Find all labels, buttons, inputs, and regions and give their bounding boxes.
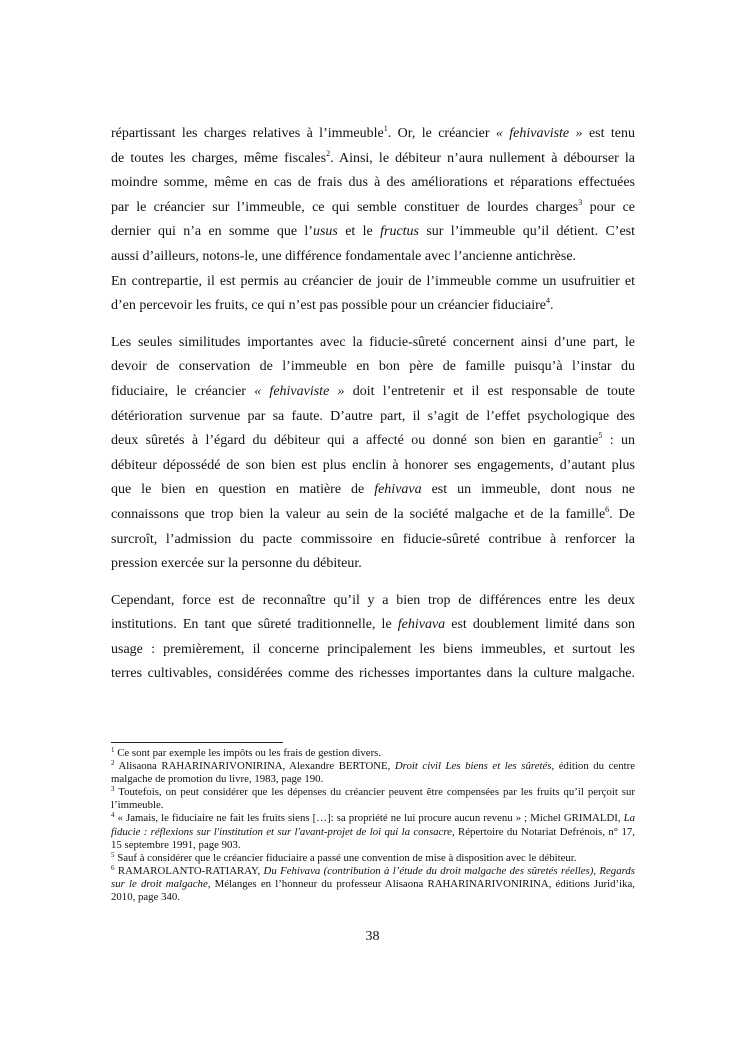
document-body [111,122,635,687]
text-line: surcroît, l’admission du pacte commissoire en fiducie-sûreté contribue à renforcer la [111,531,635,547]
text-line: devoir de conservation de l’immeuble en bon père de famille puisqu’à l’instar du [111,359,635,375]
paragraph-2 [111,270,635,319]
footnote-ref: 6 [605,504,610,514]
text-line: terres cultivables, considérées comme des richesses importantes dans la culture malgache. [111,666,635,682]
footnote-ref: 1 [383,124,388,133]
footnote-ref: 2 [326,148,331,158]
text-line: aussi d’ailleurs, notons-le, une différence fondamentale avec l’ancienne antichrèse. [111,248,577,264]
footnote-ref: 5 [598,431,603,441]
text-line: par le créancier sur l’immeuble, ce qui semble constituer de lourdes charges$^3$ pour ce [111,197,635,215]
paragraph-3 [111,331,635,577]
footnote: $^5$ Sauf à considérer que le créancier fiduciaire a passé une convention de mise à disposition avec le débiteur. [111,850,577,864]
text-line: que le bien en question en matière de fehivava est un immeuble, dont nous ne [111,482,636,498]
text-line: deux sûretés à l’égard du débiteur qui a affecté ou donné son bien en garantie$^5$ : un [111,431,636,449]
footnote: $^4$ « Jamais, le fiduciaire ne fait les fruits siens […]: sa propriété ne lui procure aucun revenu » ; Michel GRIMALDI, La fiducie : réflexions sur l'institution et sur l'avant-projet de loi qui la consacre, Répertoire du Notariat Defrénois, n° 17, 15 septembre 1991, page 903. [111,811,635,851]
footnote: $^1$ Ce sont par exemple les impôts ou les frais de gestion divers. [111,746,382,759]
text-line: moindre somme, même en cas de frais dus à des améliorations et réparations effectuées [111,175,635,191]
text-line: Les seules similitudes importantes avec la fiducie-sûreté concernent ainsi d’une part, le [111,334,635,350]
text-line: institutions. En tant que sûreté traditionnelle, le fehivava est doublement limité dans son [111,617,636,633]
footnote-ref: 3 [578,197,583,207]
footnote-separator [111,742,283,743]
text-line: débiteur dépossédé de son bien est plus enclin à honorer ses engagements, d’autant plus [111,457,635,473]
text-line: Cependant, force est de reconnaître qu’il y a bien trop de différences entre les deux [111,592,635,608]
page-number: 38 [365,929,380,944]
paragraph-4 [111,589,635,687]
footnotes [111,747,635,904]
footnote: $^2$ Alisaona RAHARINARIVONIRINA, Alexandre BERTONE, Droit civil Les biens et les sûretés, édition du centre malgache de promotion du livre, 1983, page 190. [111,759,635,786]
text-line: En contrepartie, il est permis au créancier de jouir de l’immeuble comme un usufruitier et [111,273,635,289]
paragraph-1 [111,122,635,270]
text-line: détérioration survenue par sa faute. D’autre part, il s’agit de l’effet psychologique des [111,408,635,424]
text-line: répartissant les charges relatives à l’immeuble$^1$. Or, le créancier « fehivaviste » est tenu [111,124,635,141]
text-line: usage : premièrement, il concerne principalement les biens immeubles, et surtout les [111,641,635,657]
footnote: $^6$ RAMAROLANTO-RATIARAY, Du Fehivava (contribution à l’étude du droit malgache des sûretés réelles), Regards sur le droit malgache, Mélanges en l’honneur du professeur Alisaona RAHARINARIVONIRINA, éditions Jurid’ika, 2010, page 340. [111,863,636,904]
text-line: dernier qui n’a en somme que l’usus et le fructus sur l’immeuble qu’il détient. C’est [111,224,635,240]
text-line: pression exercée sur la personne du débiteur. [111,556,362,572]
text-line: connaissons que trop bien la valeur au sein de la société malgache et de la famille$^6$. De [111,504,635,522]
text-line: fiduciaire, le créancier « fehivaviste » doit l’entretenir et il est responsable de toute [111,383,635,399]
footnote-ref: 4 [546,296,550,306]
text-line: de toutes les charges, même fiscales$^2$. Ainsi, le débiteur n’aura nullement à débourser la [111,148,635,166]
footnote: $^3$ Toutefois, on peut considérer que les dépenses du créancier peuvent être compensées par les fruits qu’il perçoit sur l’immeuble. [111,785,635,812]
text-line: d’en percevoir les fruits, ce qui n’est pas possible pour un créancier fiduciaire$^4$. [111,296,554,314]
